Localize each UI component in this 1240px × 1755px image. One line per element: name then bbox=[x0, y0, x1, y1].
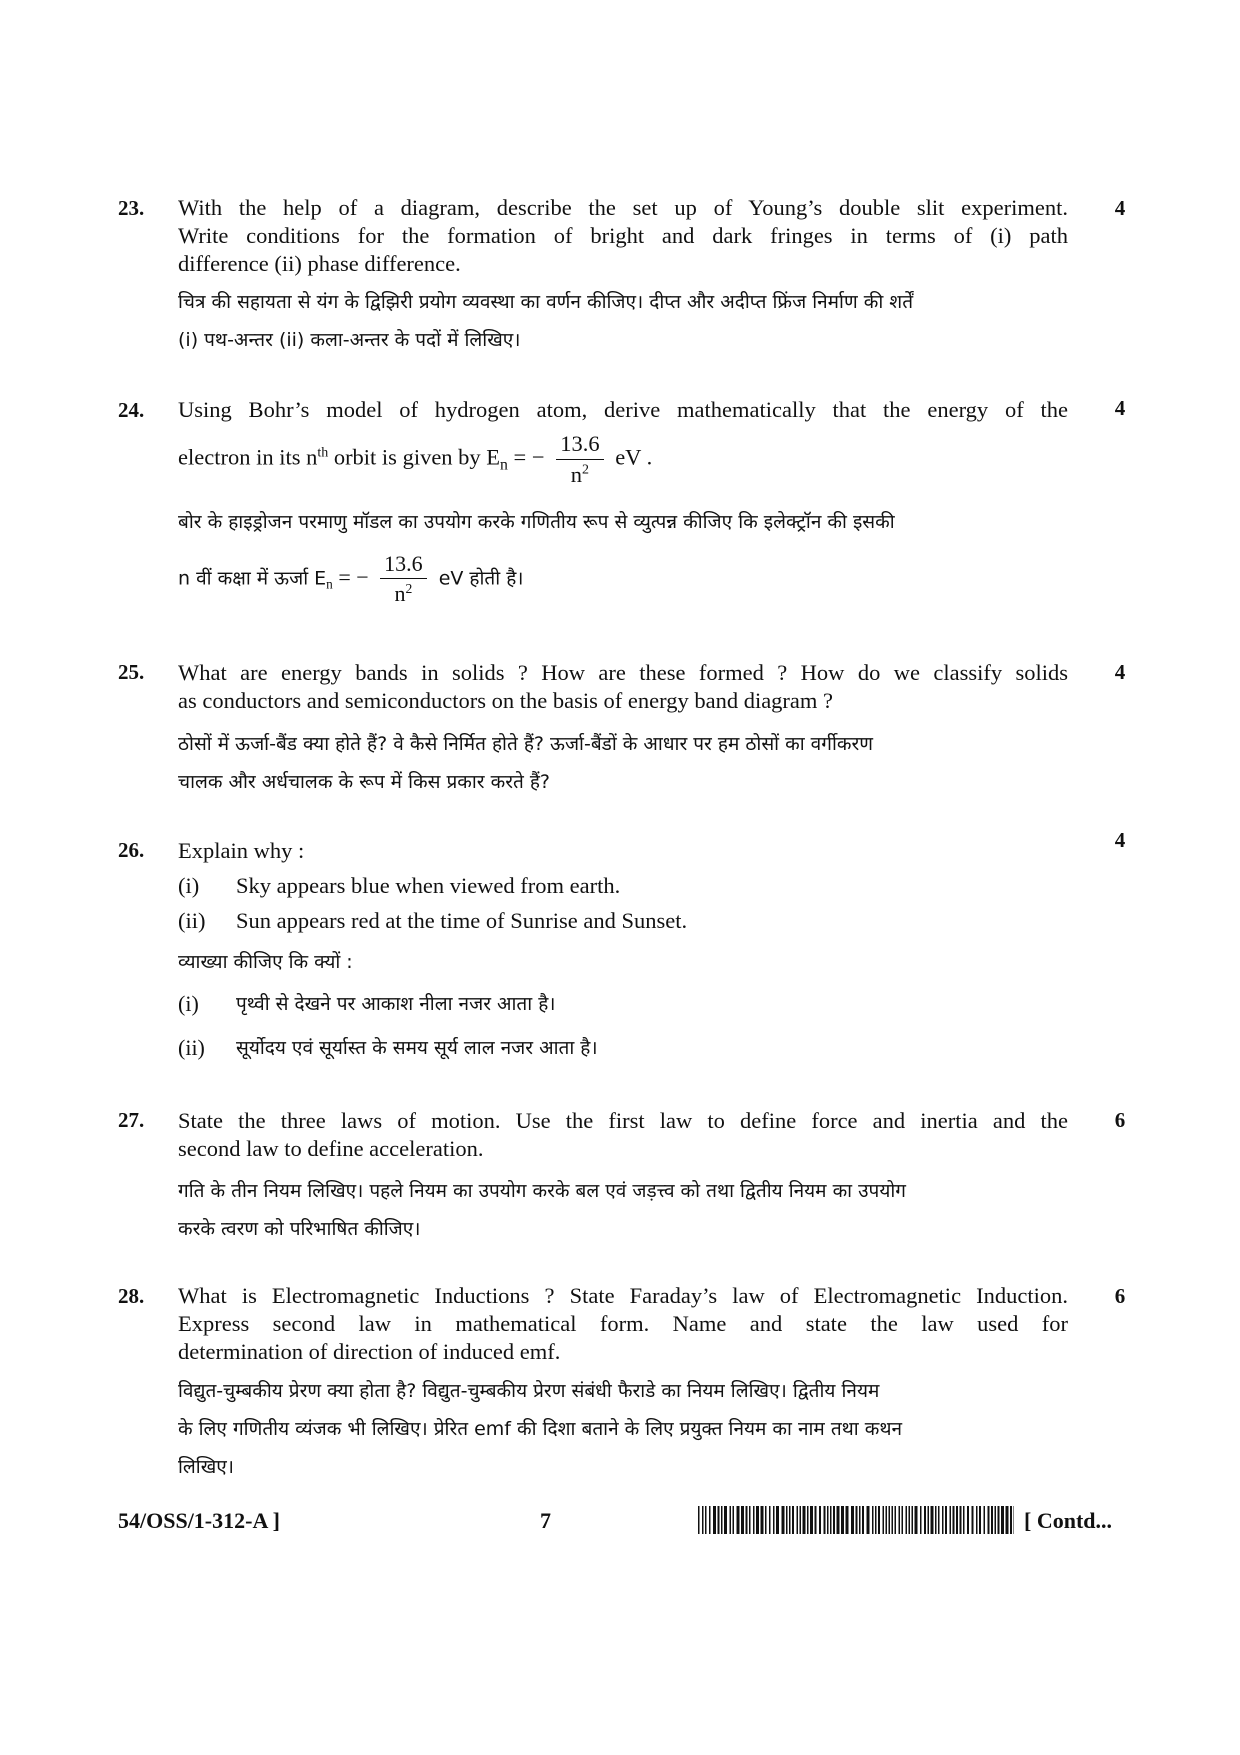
energy-formula-english: electron in its $n^{th}$ orbit is given by $E_n$ = − $\frac{13.6}{n^2}$ eV . bbox=[178, 431, 653, 487]
barcode-bar bbox=[721, 1506, 723, 1534]
barcode-bar bbox=[915, 1506, 918, 1534]
barcode-bar bbox=[991, 1506, 993, 1534]
question-number: 25. bbox=[118, 660, 145, 684]
marks: 6 bbox=[1114, 1284, 1126, 1308]
text-line: ठोसों में ऊर्जा-बैंड क्या होते हैं? वे कैसे निर्मित होते हैं? ऊर्जा-बैंडों के आधार पर हम ठोसों का वर्गीकरण bbox=[178, 733, 873, 755]
barcode-bar bbox=[792, 1506, 794, 1534]
question-text-hindi bbox=[178, 503, 1068, 541]
barcode-bar bbox=[702, 1506, 704, 1534]
barcode-bar bbox=[953, 1506, 955, 1534]
barcode-bar bbox=[819, 1506, 821, 1534]
text-line: second law to define acceleration. bbox=[178, 1136, 484, 1161]
marks: 6 bbox=[1114, 1108, 1126, 1132]
barcode-bar bbox=[846, 1506, 849, 1534]
barcode-bar bbox=[963, 1506, 965, 1534]
barcode-bar bbox=[765, 1506, 767, 1534]
question-text-hindi bbox=[178, 1372, 1068, 1486]
barcode-bar bbox=[705, 1506, 707, 1534]
barcode-bar bbox=[789, 1506, 791, 1534]
barcode-bar bbox=[945, 1506, 947, 1534]
barcode-bar bbox=[889, 1506, 891, 1534]
text-line: विद्युत-चुम्बकीय प्रेरण क्या होता है? विद्युत-चुम्बकीय प्रेरण संबंधी फैराडे का नियम लिखिए। द्वितीय नियम bbox=[178, 1380, 880, 1402]
barcode-bar bbox=[960, 1506, 962, 1534]
text-line: With the help of a diagram, describe the set up of Young’s double slit experiment. bbox=[178, 195, 1068, 220]
question-number: 26. bbox=[118, 838, 145, 862]
barcode-bar bbox=[875, 1506, 877, 1534]
barcode-bar bbox=[1006, 1506, 1009, 1534]
barcode-bar bbox=[773, 1506, 775, 1534]
barcode-bar bbox=[756, 1506, 759, 1534]
barcode-bar bbox=[938, 1506, 940, 1534]
text-line: determination of direction of induced emf. bbox=[178, 1339, 561, 1364]
continued-label: [ Contd... bbox=[1024, 1508, 1113, 1533]
barcode-bar bbox=[942, 1506, 944, 1534]
text-line: लिखिए। bbox=[178, 1456, 234, 1478]
barcode-bar bbox=[924, 1506, 926, 1534]
energy-formula-hindi: n वीं कक्षा में ऊर्जा $E_n$ = − $\frac{13.6}{n^2}$ eV होती है। bbox=[178, 551, 524, 606]
question-text-english: Explain why : bbox=[178, 838, 305, 863]
barcode-bar bbox=[837, 1506, 840, 1534]
barcode-bar bbox=[841, 1506, 844, 1534]
barcode-bar bbox=[950, 1506, 952, 1534]
text-line: State the three laws of motion. Use the first law to define force and inertia and the bbox=[178, 1108, 1068, 1133]
barcode-bar bbox=[824, 1506, 826, 1534]
text-line: as conductors and semiconductors on the basis of energy band diagram ? bbox=[178, 688, 834, 713]
barcode-bar bbox=[815, 1506, 817, 1534]
barcode-bar bbox=[920, 1506, 922, 1534]
barcode-icon bbox=[698, 1506, 1014, 1534]
marks: 4 bbox=[1114, 660, 1126, 684]
question-text-english bbox=[178, 396, 1068, 424]
text-line: के लिए गणितीय व्यंजक भी लिखिए। प्रेरित emf की दिशा बताने के लिए प्रयुक्त नियम का नाम तथा कथन bbox=[178, 1418, 903, 1440]
question-text-hindi bbox=[178, 283, 1068, 359]
barcode-bar bbox=[998, 1506, 1000, 1534]
barcode-bar bbox=[753, 1506, 755, 1534]
text-line: What is Electromagnetic Inductions ? State Faraday’s law of Electromagnetic Induction. bbox=[178, 1283, 1068, 1308]
barcode-bar bbox=[797, 1506, 799, 1534]
barcode-bar bbox=[746, 1506, 748, 1534]
question-number: 23. bbox=[118, 196, 145, 220]
barcode-bar bbox=[984, 1506, 986, 1534]
barcode-bar bbox=[892, 1506, 894, 1534]
text-line: (i) पथ-अन्तर (ii) कला-अन्तर के पदों में लिखिए। bbox=[178, 329, 521, 351]
text-line: Write conditions for the formation of bright and dark fringes in terms of (i) path bbox=[178, 223, 1068, 248]
question-text-hindi: व्याख्या कीजिए कि क्यों : bbox=[178, 951, 353, 973]
barcode-bar bbox=[856, 1506, 858, 1534]
barcode-bar bbox=[1014, 1506, 1015, 1534]
barcode-bar bbox=[803, 1506, 806, 1534]
barcode-bar bbox=[733, 1506, 735, 1534]
marks: 4 bbox=[1114, 396, 1126, 420]
barcode-bar bbox=[872, 1506, 874, 1534]
barcode-bar bbox=[810, 1506, 813, 1534]
fraction: $\frac{13.6}{n^2}$ bbox=[556, 433, 603, 486]
text-line: करके त्वरण को परिभाषित कीजिए। bbox=[178, 1218, 421, 1240]
text-line: चालक और अर्धचालक के रूप में किस प्रकार करते हैं? bbox=[178, 771, 551, 793]
barcode-bar bbox=[976, 1506, 978, 1534]
barcode-bar bbox=[833, 1506, 835, 1534]
question-text-english bbox=[178, 194, 1068, 278]
barcode-bar bbox=[886, 1506, 888, 1534]
barcode-bar bbox=[741, 1506, 744, 1534]
barcode-bar bbox=[878, 1506, 880, 1534]
text-line: Express second law in mathematical form. Name and state the law used for bbox=[178, 1311, 1068, 1336]
barcode-bar bbox=[867, 1506, 870, 1534]
fraction: $\frac{13.6}{n^2}$ bbox=[380, 553, 427, 605]
barcode-bar bbox=[995, 1506, 997, 1534]
barcode-bar bbox=[800, 1506, 802, 1534]
barcode-bar bbox=[988, 1506, 990, 1534]
barcode-bar bbox=[713, 1506, 716, 1534]
barcode-bar bbox=[895, 1506, 897, 1534]
barcode-bar bbox=[899, 1506, 901, 1534]
barcode-bar bbox=[883, 1506, 885, 1534]
text-line: गति के तीन नियम लिखिए। पहले नियम का उपयोग करके बल एवं जड़त्त्व को तथा द्वितीय नियम का उपयोग bbox=[178, 1180, 906, 1202]
barcode-bar bbox=[827, 1506, 829, 1534]
paper-code: 54/OSS/1-312-A ] bbox=[118, 1508, 280, 1533]
question-number: 24. bbox=[118, 398, 145, 422]
barcode-bar bbox=[928, 1506, 930, 1534]
text-line: बोर के हाइड्रोजन परमाणु मॉडल का उपयोग करके गणितीय रूप से व्युत्पन्न कीजिए कि इलेक्ट्रॉन की इसकी bbox=[178, 511, 895, 533]
question-text-hindi bbox=[178, 725, 1068, 801]
barcode-bar bbox=[859, 1506, 861, 1534]
barcode-bar bbox=[761, 1506, 764, 1534]
page-number: 7 bbox=[540, 1508, 551, 1533]
question-text-english bbox=[178, 1107, 1068, 1163]
barcode-bar bbox=[935, 1506, 937, 1534]
barcode-bar bbox=[830, 1506, 832, 1534]
barcode-bar bbox=[724, 1506, 727, 1534]
question-text-hindi bbox=[178, 1172, 1068, 1248]
barcode-bar bbox=[786, 1506, 788, 1534]
barcode-bar bbox=[956, 1506, 958, 1534]
barcode-bar bbox=[912, 1506, 914, 1534]
barcode-bar bbox=[931, 1506, 934, 1534]
barcode-bar bbox=[718, 1506, 720, 1534]
text-line: What are energy bands in solids ? How are these formed ? How do we classify solids bbox=[178, 660, 1068, 685]
barcode-bar bbox=[749, 1506, 751, 1534]
question-number: 27. bbox=[118, 1108, 145, 1132]
barcode-bar bbox=[979, 1506, 981, 1534]
marks: 4 bbox=[1114, 828, 1126, 852]
barcode-bar bbox=[972, 1506, 974, 1534]
text-line: difference (ii) phase difference. bbox=[178, 251, 461, 276]
barcode-bar bbox=[1001, 1506, 1004, 1534]
barcode-bar bbox=[807, 1506, 809, 1534]
barcode-bar bbox=[906, 1506, 908, 1534]
barcode-bar bbox=[730, 1506, 732, 1534]
barcode-bar bbox=[782, 1506, 785, 1534]
barcode-bar bbox=[909, 1506, 911, 1534]
marks: 4 bbox=[1114, 196, 1126, 220]
barcode-bar bbox=[769, 1506, 771, 1534]
question-text-english bbox=[178, 1282, 1068, 1366]
barcode-bar bbox=[862, 1506, 864, 1534]
barcode-bar bbox=[851, 1506, 854, 1534]
barcode-bar bbox=[698, 1506, 700, 1534]
barcode-bar bbox=[967, 1506, 969, 1534]
text-line: Using Bohr’s model of hydrogen atom, derive mathematically that the energy of the bbox=[178, 397, 1068, 422]
barcode-bar bbox=[1010, 1506, 1012, 1534]
barcode-bar bbox=[776, 1506, 779, 1534]
barcode-bar bbox=[709, 1506, 711, 1534]
text-line: चित्र की सहायता से यंग के द्विझिरी प्रयोग व्यवस्था का वर्णन कीजिए। दीप्त और अदीप्त फ्रिंज निर्माण की शर्तें bbox=[178, 291, 914, 313]
question-number: 28. bbox=[118, 1284, 145, 1308]
question-text-english bbox=[178, 659, 1068, 715]
barcode-bar bbox=[737, 1506, 740, 1534]
barcode-bar bbox=[902, 1506, 904, 1534]
